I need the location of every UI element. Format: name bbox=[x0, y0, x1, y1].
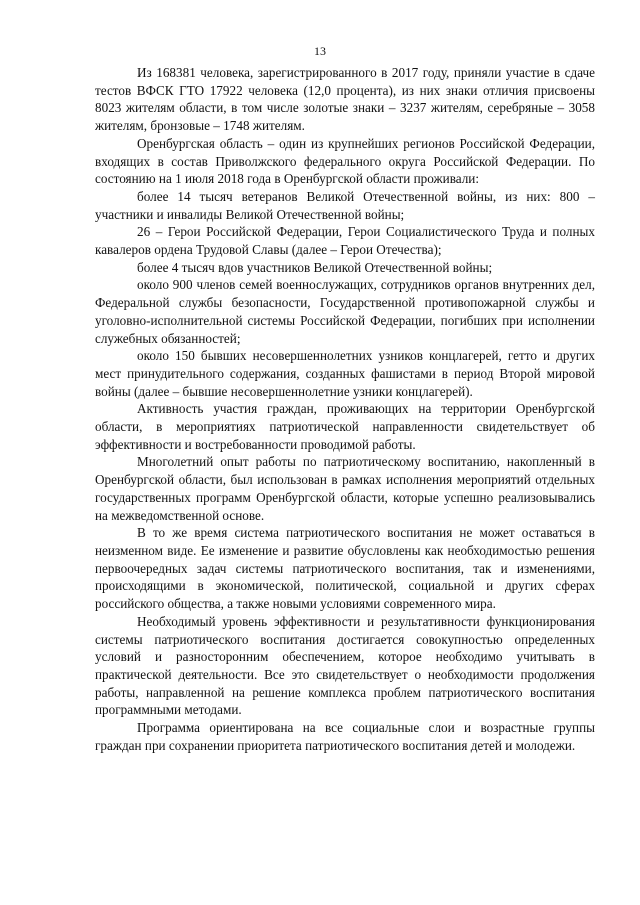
paragraph-prisoners: около 150 бывших несовершеннолетних узников концлагерей, гетто и других мест принудительного содержания, созданных фашистами в период Второй мировой войны (далее – бывшие несовершеннолетние узники концлагерей). bbox=[95, 348, 595, 399]
paragraph-program-target: Программа ориентирована на все социальные слои и возрастные группы граждан при сохранении приоритета патриотического воспитания детей и молодежи. bbox=[95, 720, 595, 753]
paragraph-activity: Активность участия граждан, проживающих на территории Оренбургской области, в мероприятиях патриотической направленности свидетельствует об эффективности и востребованности проводимой работы. bbox=[95, 401, 595, 452]
paragraph-efficiency: Необходимый уровень эффективности и результативности функционирования системы патриотического воспитания достигается совокупностью определенных условий и разносторонним обеспечением, которое необходимо учитывать в практической деятельности. Все это свидетельствует о необходимости продолжения работы, направленной на решение комплекса проблем патриотического воспитания программными методами. bbox=[95, 613, 595, 718]
paragraph-heroes: 26 – Герои Российской Федерации, Герои Социалистического Труда и полных кавалеров ордена Трудовой Славы (далее – Герои Отечества); bbox=[95, 224, 595, 258]
paragraph-experience: Многолетний опыт работы по патриотическому воспитанию, накопленный в Оренбургской области, был использован в рамках исполнения мероприятий отдельных государственных программ Оренбургской области, которые успешно реализовывались на межведомственной основе. bbox=[95, 454, 595, 523]
paragraph-system-change: В то же время система патриотического воспитания не может оставаться в неизменном виде. Ее изменение и развитие обусловлены как необходимостью решения первоочередных задач системы патриотического воспитания, так и изменениями, происходящими в экономической, политической, социальной и других сферах российского общества, а также новыми условиями современного мира. bbox=[95, 525, 595, 612]
paragraph-gto-statistics: Из 168381 человека, зарегистрированного в 2017 году, приняли участие в сдаче тестов ВФСК ГТО 17922 человека (12,0 процента), из них знаки отличия присвоены 8023 жителям области, в том числе золотые знаки – 3237 жителям, серебряные – 3058 жителям, бронзовые – 1748 жителям. bbox=[95, 65, 595, 134]
page-number: 13 bbox=[314, 44, 326, 58]
paragraph-servicemen-families: около 900 членов семей военнослужащих, сотрудников органов внутренних дел, Федеральной службы безопасности, Государственной противопожарной службы и уголовно-исполнительной системы Российской Федерации, погибших при исполнении служебных обязанностей; bbox=[95, 277, 595, 346]
paragraph-widows: более 4 тысяч вдов участников Великой Отечественной войны; bbox=[137, 259, 493, 275]
document-body bbox=[95, 64, 595, 754]
paragraph-veterans: более 14 тысяч ветеранов Великой Отечественной войны, из них: 800 – участники и инвалиды Великой Отечественной войны; bbox=[95, 188, 595, 222]
paragraph-region-overview: Оренбургская область – один из крупнейших регионов Российской Федерации, входящих в состав Приволжского федерального округа Российской Федерации. По состоянию на 1 июля 2018 года в Оренбургской области проживали: bbox=[95, 135, 595, 187]
